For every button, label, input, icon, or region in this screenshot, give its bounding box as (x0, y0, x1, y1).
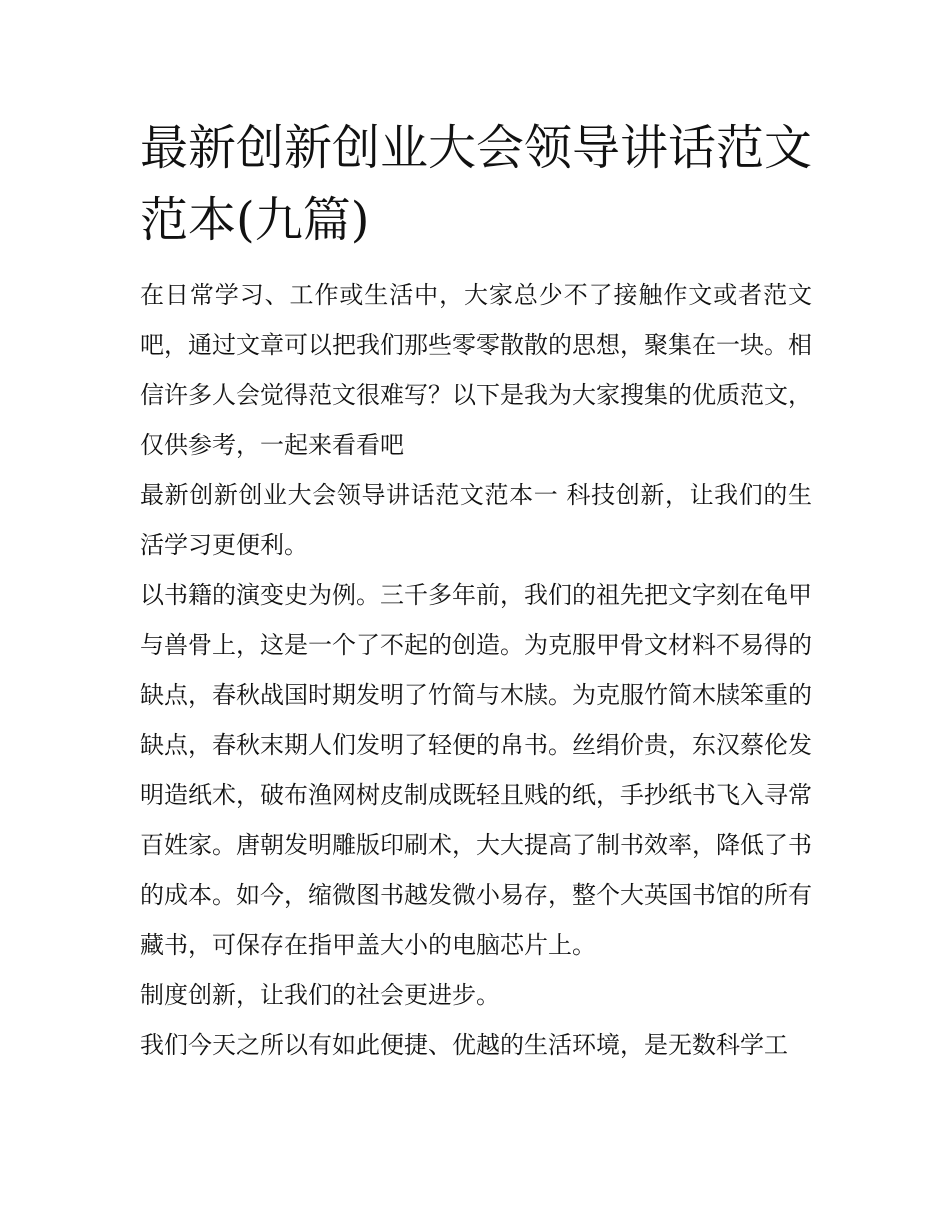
paragraph-system-innovation: 制度创新，让我们的社会更进步。 (140, 981, 500, 1009)
document-title: 最新创新创业大会领导讲话范文范本(九篇) (140, 120, 813, 248)
document-page (140, 112, 812, 1070)
paragraph-section-one-heading: 最新创新创业大会领导讲话范文范本一 科技创新，让我们的生活学习更便利。 (140, 481, 812, 559)
paragraph-intro: 在日常学习、工作或生活中，大家总少不了接触作文或者范文吧，通过文章可以把我们那些零零散散的思想，聚集在一块。相信许多人会觉得范文很难写？以下是我为大家搜集的优质范文，仅供参考，一起来看看吧 (140, 281, 812, 459)
paragraph-living-environment: 我们今天之所以有如此便捷、优越的生活环境，是无数科学工 (140, 1031, 788, 1059)
paragraph-book-history: 以书籍的演变史为例。三千多年前，我们的祖先把文字刻在龟甲与兽骨上，这是一个了不起的创造。为克服甲骨文材料不易得的缺点，春秋战国时期发明了竹简与木牍。为克服竹简木牍笨重的缺点，春秋末期人们发明了轻便的帛书。丝绢价贵，东汉蔡伦发明造纸术，破布渔网树皮制成既轻且贱的纸，手抄纸书飞入寻常百姓家。唐朝发明雕版印刷术，大大提高了制书效率，降低了书的成本。如今，缩微图书越发微小易存，整个大英国书馆的所有藏书，可保存在指甲盖大小的电脑芯片上。 (140, 581, 812, 959)
